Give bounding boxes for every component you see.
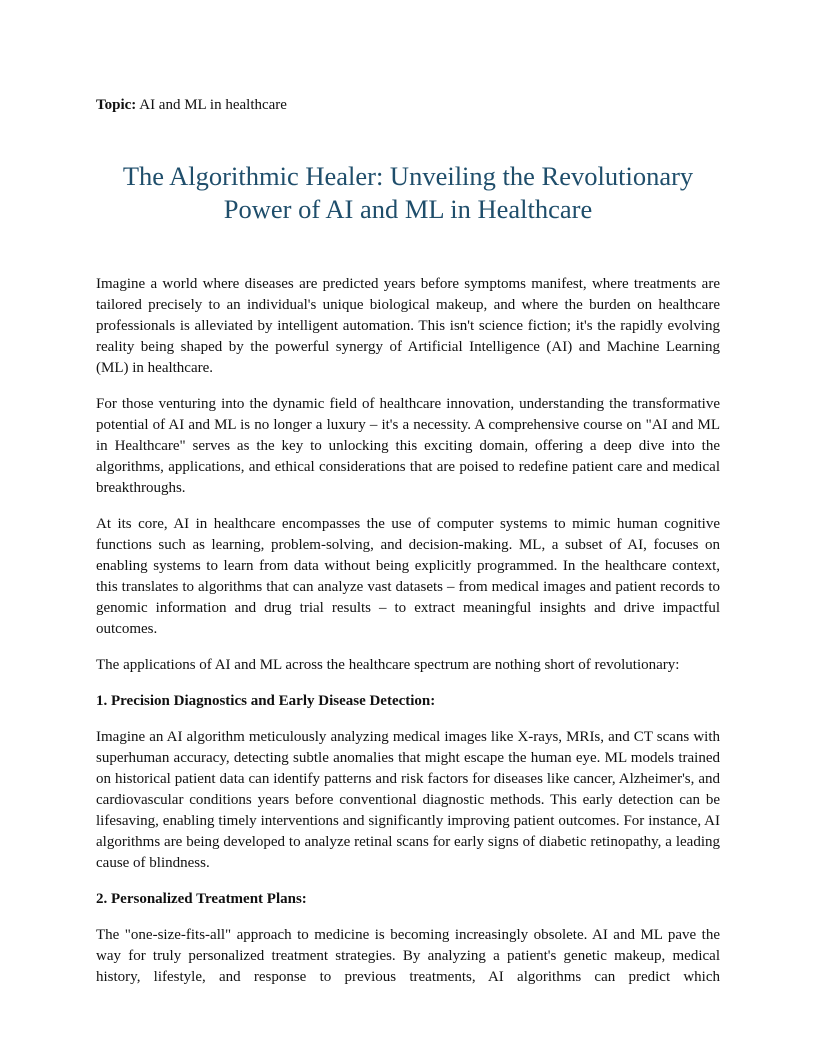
topic-label: Topic: [96,97,137,113]
body-paragraph: The applications of AI and ML across the healthcare spectrum are nothing short of revolutionary: [96,657,680,673]
title-line-2: Power of AI and ML in Healthcare [223,194,593,224]
section-heading: 1. Precision Diagnostics and Early Disease Detection: [96,693,436,709]
topic-line [96,95,720,115]
body-paragraph: For those venturing into the dynamic field of healthcare innovation, understanding the transformative potential of AI and ML is no longer a luxury – it's a necessity. A comprehensive course on "AI and ML in Healthcare" serves as the key to unlocking this exciting domain, offering a deep dive into the algorithms, applications, and ethical considerations that are poised to redefine patient care and medical breakthroughs. [96,396,720,496]
topic-value: AI and ML in healthcare [139,97,287,113]
section-paragraph: Imagine an AI algorithm meticulously analyzing medical images like X-rays, MRIs, and CT scans with superhuman accuracy, detecting subtle anomalies that might escape the human eye. ML models trained on historical patient data can identify patterns and risk factors for diseases like cancer, Alzheimer's, and cardiovascular conditions years before conventional diagnostic methods. This early detection can be lifesaving, enabling timely interventions and significantly improving patient outcomes. For instance, AI algorithms are being developed to analyze retinal scans for early signs of diabetic retinopathy, a leading cause of blindness. [96,729,720,871]
body-paragraph: Imagine a world where diseases are predicted years before symptoms manifest, where treatments are tailored precisely to an individual's unique biological makeup, and where the burden on healthcare professionals is alleviated by intelligent automation. This isn't science fiction; it's the rapidly evolving reality being shaped by the powerful synergy of Artificial Intelligence (AI) and Machine Learning (ML) in healthcare. [96,276,720,376]
document-title [96,160,720,226]
document-page [96,95,720,1003]
body-paragraph: At its core, AI in healthcare encompasses the use of computer systems to mimic human cognitive functions such as learning, problem-solving, and decision-making. ML, a subset of AI, focuses on enabling systems to learn from data without being explicitly programmed. In the healthcare context, this translates to algorithms that can analyze vast datasets – from medical images and patient records to genomic information and drug trial results – to extract meaningful insights and drive impactful outcomes. [96,516,720,637]
section-heading: 2. Personalized Treatment Plans: [96,891,307,907]
title-line-1: The Algorithmic Healer: Unveiling the Revolutionary [122,161,694,191]
section-paragraph: The "one-size-fits-all" approach to medicine is becoming increasingly obsolete. AI and ML pave the way for truly personalized treatment strategies. By analyzing a patient's genetic makeup, medical history, lifestyle, and response to previous treatments, AI algorithms can predict which [96,927,720,985]
